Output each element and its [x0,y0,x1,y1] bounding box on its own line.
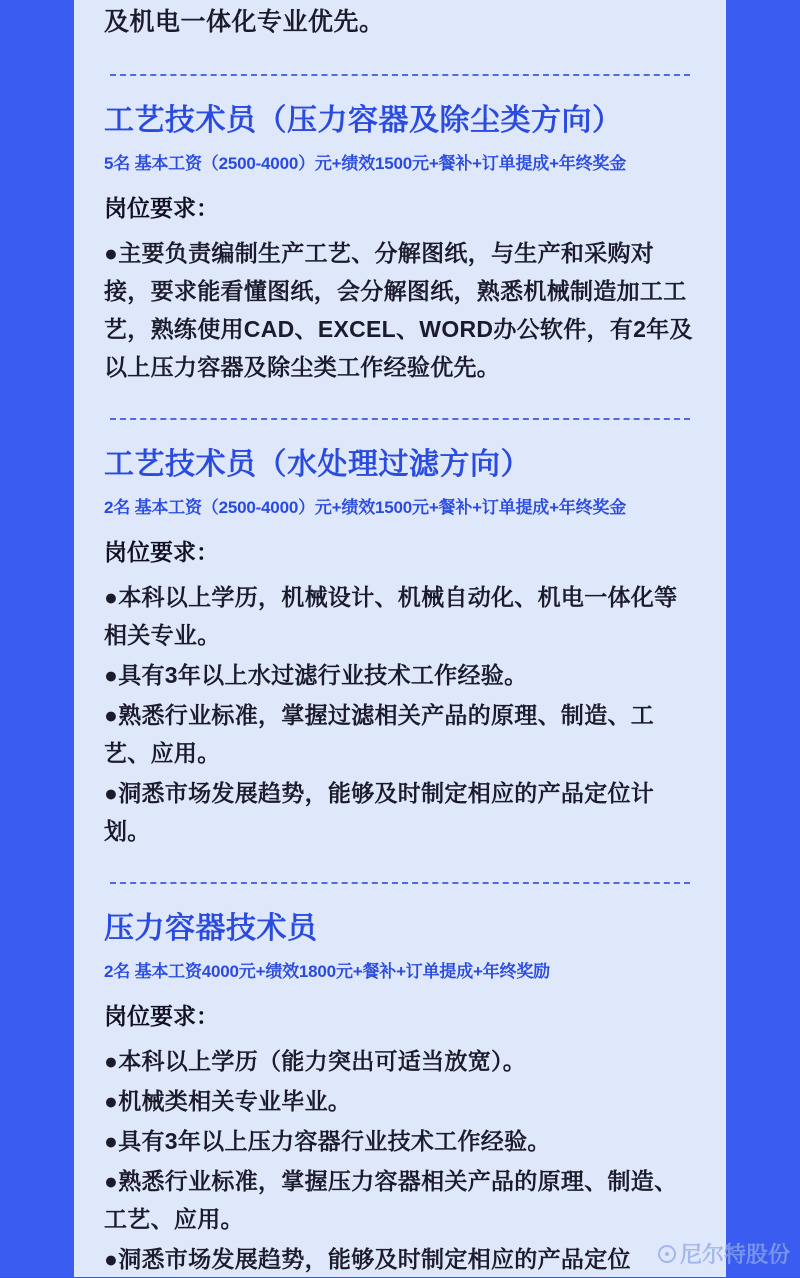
requirement-item: ●熟悉行业标准，掌握过滤相关产品的原理、制造、工艺、应用。 [104,702,655,766]
requirements-label: 岗位要求： [104,195,219,221]
requirement-item: ●具有3年以上压力容器行业技术工作经验。 [104,1128,551,1154]
requirement-item: ●洞悉市场发展趋势，能够及时制定相应的产品定位 [104,1246,631,1272]
job-section-3 [104,910,696,1278]
poster-content [74,0,726,1277]
requirement-item: ●机械类相关专业毕业。 [104,1088,352,1114]
requirement-item: ●熟悉行业标准，掌握压力容器相关产品的原理、制造、工艺、应用。 [104,1168,678,1232]
requirement-item: ●本科以上学历，机械设计、机械自动化、机电一体化等相关专业。 [104,584,678,648]
job-title: 工艺技术员（水处理过滤方向） [104,448,531,481]
requirements-label: 岗位要求： [104,539,219,565]
job-title: 工艺技术员（压力容器及除尘类方向） [104,104,623,137]
job-section-1 [104,102,696,386]
job-section-2 [104,446,696,850]
requirement-item: ●本科以上学历（能力突出可适当放宽）。 [104,1048,527,1074]
top-paragraph: 及机电一体化专业优先。 [104,8,385,36]
section-divider-3 [110,882,690,884]
watermark-label: 尼尔特股份 [679,1242,790,1267]
requirements-label: 岗位要求： [104,1003,219,1029]
requirement-item: ●洞悉市场发展趋势，能够及时制定相应的产品定位计划。 [104,780,655,844]
job-title: 压力容器技术员 [104,912,318,945]
requirement-item: ●主要负责编制生产工艺、分解图纸，与生产和采购对接，要求能看懂图纸，会分解图纸，熟悉机械制造加工工艺，熟练使用CAD、EXCEL、WORD办公软件，有2年及以上压力容器及除尘类工作经验优先。 [104,240,693,380]
section-divider-2 [110,418,690,420]
job-meta: 2名 基本工资（2500-4000）元+绩效1500元+餐补+订单提成+年终奖金 [104,498,627,517]
watermark [658,1238,790,1269]
job-meta: 2名 基本工资4000元+绩效1800元+餐补+订单提成+年终奖励 [104,962,550,981]
section-divider-1 [110,74,690,76]
eye-icon [658,1245,676,1263]
requirement-item: ●具有3年以上水过滤行业技术工作经验。 [104,662,528,688]
job-meta: 5名 基本工资（2500-4000）元+绩效1500元+餐补+订单提成+年终奖金 [104,154,627,173]
